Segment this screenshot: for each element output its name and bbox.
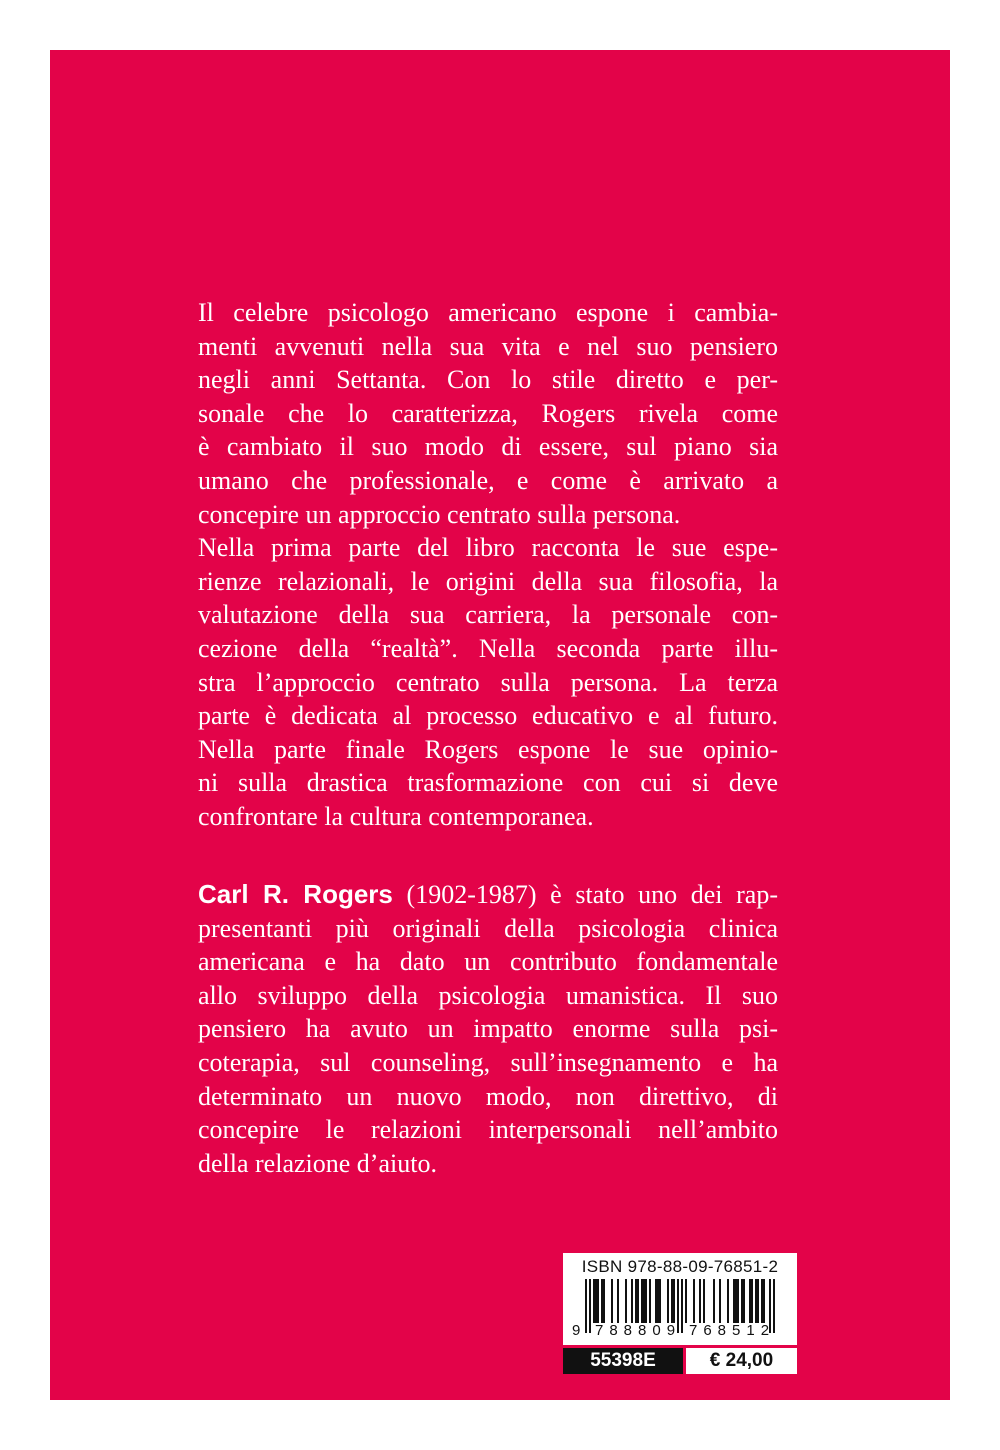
price-block xyxy=(563,1253,797,1374)
author-line: concepire le relazioni interpersonali nell’ambito xyxy=(198,1115,778,1145)
author-bio xyxy=(198,878,778,1180)
barcode-digit-first: 9 xyxy=(572,1322,581,1339)
synopsis-line: cezione della “realtà”. Nella seconda parte illu- xyxy=(198,633,778,663)
synopsis-line: ni sulla drastica trasformazione con cui si deve xyxy=(198,768,778,798)
author-line: della relazione d’aiuto. xyxy=(198,1148,437,1178)
barcode-wrap xyxy=(572,1279,776,1343)
author-line xyxy=(198,878,778,912)
synopsis-line: Nella parte finale Rogers espone le sue opinio- xyxy=(198,734,778,764)
author-line: pensiero ha avuto un impatto enorme sulla psi- xyxy=(198,1014,778,1044)
isbn-box xyxy=(563,1253,797,1345)
author-line: coterapia, sul counseling, sull’insegnamento e ha xyxy=(198,1047,778,1077)
synopsis-line: stra l’approccio centrato sulla persona. La terza xyxy=(198,667,778,697)
price-badge: € 24,00 xyxy=(686,1348,797,1374)
isbn-label: ISBN 978-88-09-76851-2 xyxy=(581,1257,779,1276)
label-row xyxy=(563,1348,797,1374)
synopsis-line: parte è dedicata al processo educativo e al futuro. xyxy=(198,701,778,731)
author-line-text: (1902-1987) è stato uno dei rap- xyxy=(406,880,778,909)
synopsis-line: concepire un approccio centrato sulla persona. xyxy=(198,499,681,529)
synopsis-line: è cambiato il suo modo di essere, sul piano sia xyxy=(198,432,778,462)
barcode-digit-group2: 768512 xyxy=(689,1322,776,1339)
synopsis-line: menti avvenuti nella sua vita e nel suo pensiero xyxy=(198,331,778,361)
synopsis-line: sonale che lo caratterizza, Rogers rivela come xyxy=(198,398,778,428)
author-line: allo sviluppo della psicologia umanistica. Il suo xyxy=(198,980,778,1010)
synopsis-line: umano che professionale, e come è arrivato a xyxy=(198,465,778,495)
barcode-digits xyxy=(572,1321,776,1341)
synopsis-line: negli anni Settanta. Con lo stile diretto e per- xyxy=(198,365,778,395)
synopsis-line: Il celebre psicologo americano espone i cambia- xyxy=(198,298,778,327)
synopsis-line: rienze relazionali, le origini della sua filosofia, la xyxy=(198,566,778,596)
barcode-digit-group1: 788809 xyxy=(595,1322,682,1339)
synopsis-line: valutazione della sua carriera, la personale con- xyxy=(198,600,778,630)
synopsis-line: Nella prima parte del libro racconta le sue espe- xyxy=(198,533,778,563)
author-line: americana e ha dato un contributo fondamentale xyxy=(198,947,778,977)
author-name: Carl R. Rogers xyxy=(198,879,393,909)
synopsis xyxy=(198,296,778,834)
edition-code-badge: 55398E xyxy=(563,1348,683,1374)
synopsis-line: confrontare la cultura contemporanea. xyxy=(198,801,594,831)
author-line: presentanti più originali della psicologia clinica xyxy=(198,913,778,943)
back-cover xyxy=(50,50,950,1400)
author-line: determinato un nuovo modo, non direttivo, di xyxy=(198,1081,778,1111)
